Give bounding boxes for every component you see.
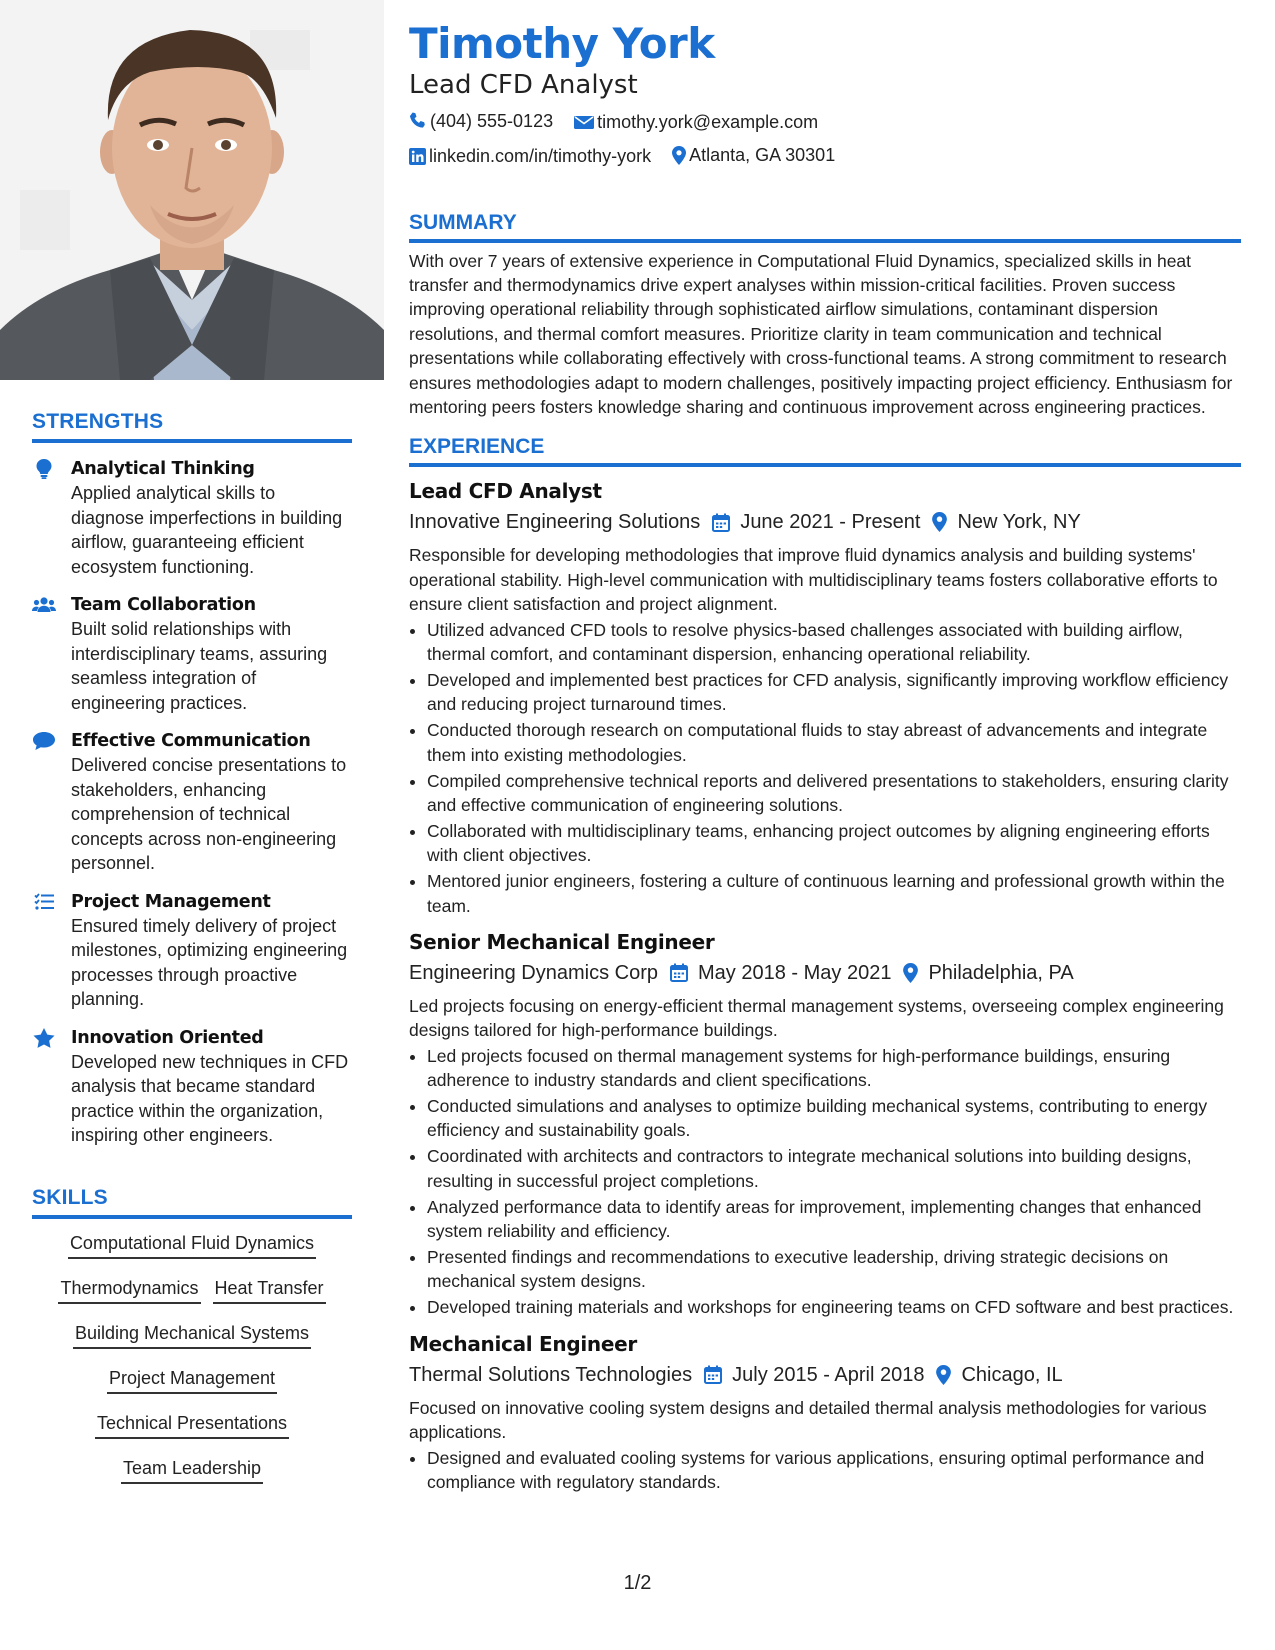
job-meta (409, 1360, 1241, 1390)
job-bullets (409, 1044, 1241, 1320)
job-bullet: • Collaborated with multidisciplinary teams, enhancing project outcomes by aligning engineering efforts with client objectives. (427, 819, 1241, 868)
job-description: Responsible for developing methodologies that improve fluid dynamics analysis and building systems' operational stability. High-level communication with multidisciplinary teams fosters collaborative efforts to ensure client satisfaction and project alignment. (409, 545, 1218, 615)
skills-heading: SKILLS (32, 1186, 352, 1219)
job-meta (409, 507, 1241, 537)
map-pin-icon (672, 146, 686, 165)
job-bullet: • Presented findings and recommendations to executive leadership, driving strategic decisions on mechanical system designs. (427, 1245, 1241, 1294)
job-bullet: • Developed training materials and workshops for engineering teams on CFD software and best practices. (427, 1295, 1241, 1319)
linkedin-icon (409, 148, 426, 165)
strength-title: Effective Communication (71, 731, 311, 751)
job-company: Thermal Solutions Technologies (409, 1363, 693, 1386)
strength-item (32, 1026, 352, 1148)
job-bullet: • Developed and implemented best practices for CFD analysis, significantly improving workflow efficiency and reducing project turnaround times. (427, 668, 1241, 717)
calendar-icon (670, 963, 688, 982)
lightbulb-icon (32, 458, 56, 480)
job-bullets (409, 1446, 1241, 1495)
email-contact[interactable] (574, 110, 818, 134)
map-pin-icon (932, 512, 947, 532)
job-bullet: • Conducted simulations and analyses to optimize building mechanical systems, contributing to energy efficiency and sustainability goals. (427, 1094, 1241, 1143)
skills-section (32, 1186, 352, 1501)
strength-item (32, 729, 352, 876)
strength-desc: Developed new techniques in CFD analysis that became standard practice within the organization, inspiring other engineers. (71, 1051, 349, 1145)
job-entry (409, 928, 1241, 1320)
skill-tag: Team Leadership (121, 1456, 263, 1484)
job-location: Philadelphia, PA (928, 961, 1074, 984)
job-entry (409, 1330, 1241, 1495)
skills-list (32, 1219, 352, 1484)
job-bullet: • Designed and evaluated cooling systems for various applications, ensuring optimal performance and compliance with regulatory standards. (427, 1446, 1241, 1495)
job-description: Led projects focusing on energy-efficient thermal management systems, overseeing complex engineering designs tailored for high-performance buildings. (409, 995, 1224, 1041)
calendar-icon (704, 1365, 722, 1384)
calendar-icon (712, 513, 730, 532)
candidate-role: Lead CFD Analyst (409, 70, 638, 100)
job-description: Focused on innovative cooling system designs and detailed thermal analysis methodologies for various applications. (409, 1397, 1207, 1443)
job-bullet: • Coordinated with architects and contractors to integrate mechanical solutions into building designs, resulting in successful project completions. (427, 1144, 1241, 1193)
map-pin-icon (903, 963, 918, 983)
strength-desc: Applied analytical skills to diagnose imperfections in building airflow, guaranteeing efficient ecosystem functioning. (71, 483, 343, 577)
contact-row-2 (409, 143, 1241, 171)
phone-contact[interactable] (409, 109, 553, 133)
job-dates: June 2021 - Present (740, 511, 921, 534)
location-text: Atlanta, GA 30301 (689, 145, 836, 165)
phone-text: (404) 555-0123 (430, 111, 554, 131)
map-pin-icon (936, 1365, 951, 1385)
list-check-icon (32, 891, 56, 913)
star-icon (32, 1027, 56, 1049)
job-title: Mechanical Engineer (409, 1331, 637, 1356)
strengths-heading: STRENGTHS (32, 410, 352, 443)
job-company: Engineering Dynamics Corp (409, 961, 659, 984)
strengths-section (32, 410, 352, 1148)
job-location: Chicago, IL (961, 1363, 1063, 1386)
job-entry (409, 477, 1241, 918)
experience-section (409, 435, 1241, 1494)
job-title: Senior Mechanical Engineer (409, 929, 715, 954)
skill-tag: Building Mechanical Systems (73, 1321, 311, 1349)
candidate-name: Timothy York (409, 19, 715, 68)
strength-item (32, 457, 352, 579)
strength-desc: Delivered concise presentations to stakeholders, enhancing comprehension of technical concepts across non-engineering personnel. (71, 755, 347, 873)
job-bullet: • Compiled comprehensive technical reports and delivered presentations to stakeholders, ensuring clarity and effective communication of engineering solutions. (427, 769, 1241, 818)
users-icon (32, 594, 56, 616)
job-bullet: • Utilized advanced CFD tools to resolve physics-based challenges associated with building airflow, thermal comfort, and contaminant dispersion, enhancing operational reliability. (427, 618, 1241, 667)
sidebar (0, 0, 384, 1650)
profile-photo (0, 0, 384, 380)
job-bullet: • Conducted thorough research on computational fluids to stay abreast of advancements and integrate them into existing methodologies. (427, 718, 1241, 767)
contact-row-1 (409, 109, 1241, 136)
envelope-icon (574, 114, 594, 130)
chat-bubble-icon (32, 730, 56, 752)
summary-text: With over 7 years of extensive experience in Computational Fluid Dynamics, specialized skills in heat transfer and thermodynamics drive expert analyses within mission-critical facilities. Proven success improving operational reliability through sophisticated airflow simulations, contaminant dispersion resolutions, and thermal comfort measures. Prioritize clarity in team communication and technical presentations while collaborating effectively with cross-functional teams. A strong commitment to research ensures methodologies adapt to modern challenges, positively impacting project efficiency. Enthusiasm for mentoring peers fosters knowledge sharing and continuous improvement across engineering practices. (409, 250, 1233, 417)
main-content (409, 20, 1241, 1496)
strength-title: Team Collaboration (71, 595, 256, 615)
job-company: Innovative Engineering Solutions (409, 511, 701, 534)
resume-header (409, 20, 1241, 171)
skill-tag: Computational Fluid Dynamics (68, 1231, 316, 1259)
strength-title: Analytical Thinking (71, 459, 255, 479)
page-number: 1/2 (623, 1572, 652, 1594)
strength-desc: Built solid relationships with interdisciplinary teams, assuring seamless integration of engineering practices. (71, 619, 328, 713)
strength-item (32, 890, 352, 1012)
job-location: New York, NY (957, 511, 1081, 534)
phone-icon (409, 112, 427, 130)
skill-tag: Thermodynamics (58, 1276, 200, 1304)
job-meta (409, 958, 1241, 988)
job-bullet: • Led projects focused on thermal management systems for high-performance buildings, ensuring adherence to industry standards and client specifications. (427, 1044, 1241, 1093)
strength-desc: Ensured timely delivery of project milestones, optimizing engineering processes through proactive planning. (71, 915, 348, 1009)
strength-title: Innovation Oriented (71, 1027, 264, 1048)
skill-tag: Heat Transfer (213, 1276, 326, 1304)
email-text: timothy.york@example.com (597, 112, 819, 132)
job-dates: July 2015 - April 2018 (732, 1363, 925, 1386)
skill-tag: Technical Presentations (95, 1411, 289, 1439)
job-bullets (409, 618, 1241, 918)
linkedin-contact[interactable] (409, 144, 651, 168)
job-bullet: • Analyzed performance data to identify areas for improvement, implementing changes that enhanced system reliability and efficiency. (427, 1195, 1241, 1244)
linkedin-text: linkedin.com/in/timothy-york (429, 146, 652, 166)
strength-item (32, 593, 352, 715)
job-title: Lead CFD Analyst (409, 479, 602, 504)
strength-title: Project Management (71, 891, 271, 912)
summary-section (409, 211, 1241, 420)
summary-heading: SUMMARY (409, 211, 1241, 243)
job-dates: May 2018 - May 2021 (698, 961, 892, 984)
job-bullet: • Mentored junior engineers, fostering a culture of continuous learning and professional growth within the team. (427, 869, 1241, 918)
experience-heading: EXPERIENCE (409, 435, 1241, 467)
location-contact (672, 143, 835, 167)
skill-tag: Project Management (107, 1366, 277, 1394)
